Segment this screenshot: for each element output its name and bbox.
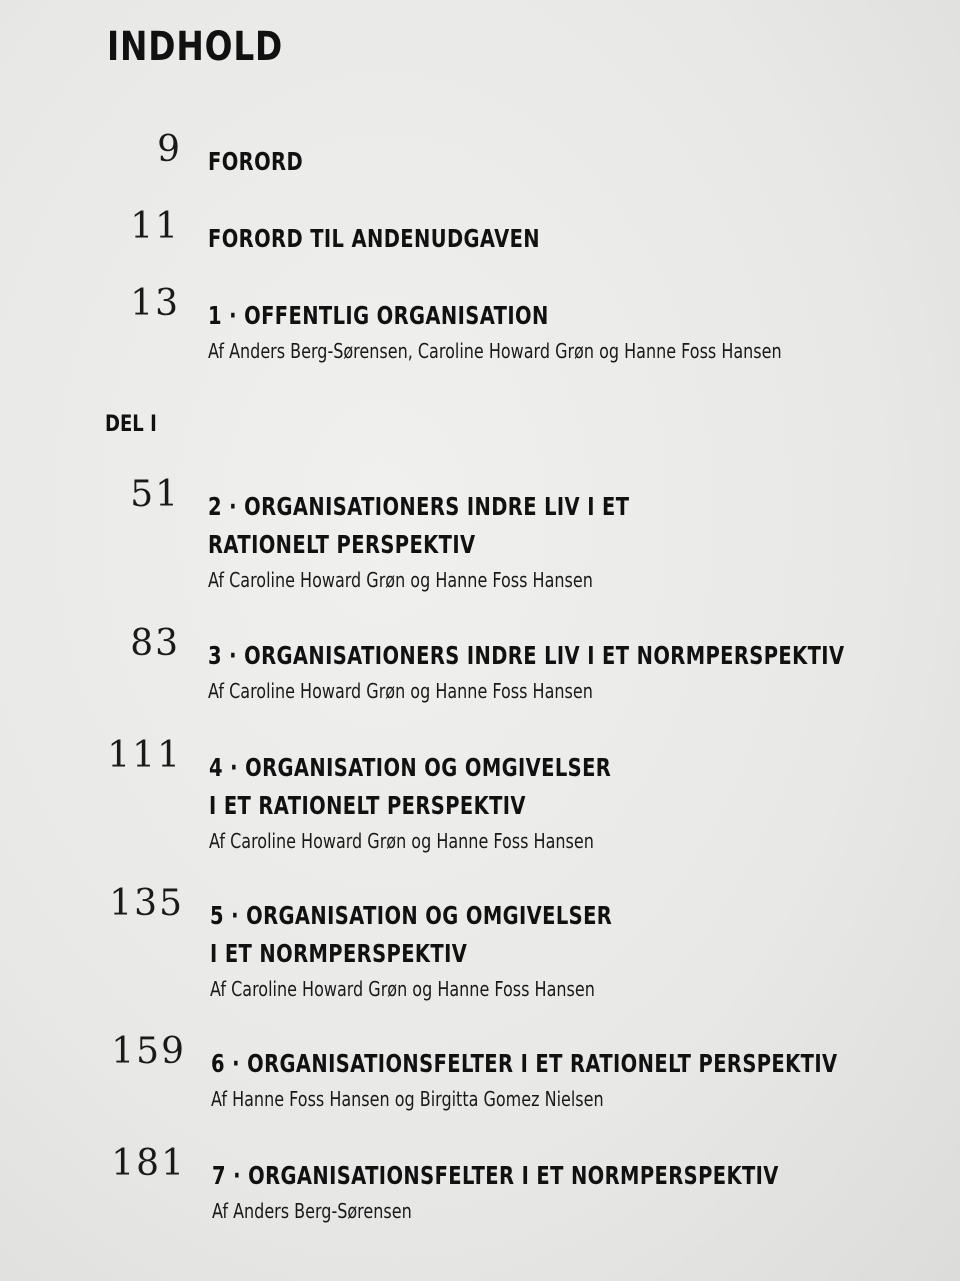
page-title: INDHOLD — [107, 24, 284, 70]
entry-title: 6 · ORGANISATIONSFELTER I ET RATIONELT PERSPEKTIV — [211, 1049, 838, 1078]
entry-title: 7 · ORGANISATIONSFELTER I ET NORMPERSPEKTIV — [212, 1161, 779, 1190]
entry-title: FORORD TIL ANDENUDGAVEN — [208, 224, 540, 253]
page-number: 9 — [157, 129, 182, 170]
entry-author: Af Caroline Howard Grøn og Hanne Foss Hansen — [209, 829, 594, 853]
entry-title: 5 · ORGANISATION OG OMGIVELSER I ET NORMPERSPEKTIV — [210, 901, 613, 968]
entry-author: Af Anders Berg-Sørensen — [212, 1199, 412, 1223]
page-number: 13 — [130, 283, 180, 324]
section-label: DEL I — [105, 412, 157, 437]
page-number: 181 — [111, 1143, 186, 1184]
entry-title: FORORD — [208, 147, 304, 176]
entry-author: Af Caroline Howard Grøn og Hanne Foss Hansen — [208, 679, 593, 703]
entry-author: Af Hanne Foss Hansen og Birgitta Gomez Nielsen — [211, 1087, 604, 1111]
page-number: 51 — [130, 474, 180, 515]
page-number: 159 — [111, 1031, 186, 1072]
page-number: 111 — [107, 735, 182, 776]
entry-author: Af Caroline Howard Grøn og Hanne Foss Hansen — [208, 568, 593, 592]
page-number: 83 — [130, 623, 180, 664]
page-number: 11 — [130, 206, 180, 247]
entry-author: Af Anders Berg-Sørensen, Caroline Howard Grøn og Hanne Foss Hansen — [208, 339, 782, 363]
page-number: 135 — [109, 883, 184, 924]
entry-title: 2 · ORGANISATIONERS INDRE LIV I ET RATIONELT PERSPEKTIV — [208, 492, 630, 559]
entry-title: 1 · OFFENTLIG ORGANISATION — [208, 301, 549, 330]
entry-title: 4 · ORGANISATION OG OMGIVELSER I ET RATIONELT PERSPEKTIV — [209, 753, 612, 820]
entry-author: Af Caroline Howard Grøn og Hanne Foss Hansen — [210, 977, 595, 1001]
entry-title: 3 · ORGANISATIONERS INDRE LIV I ET NORMPERSPEKTIV — [208, 641, 845, 670]
